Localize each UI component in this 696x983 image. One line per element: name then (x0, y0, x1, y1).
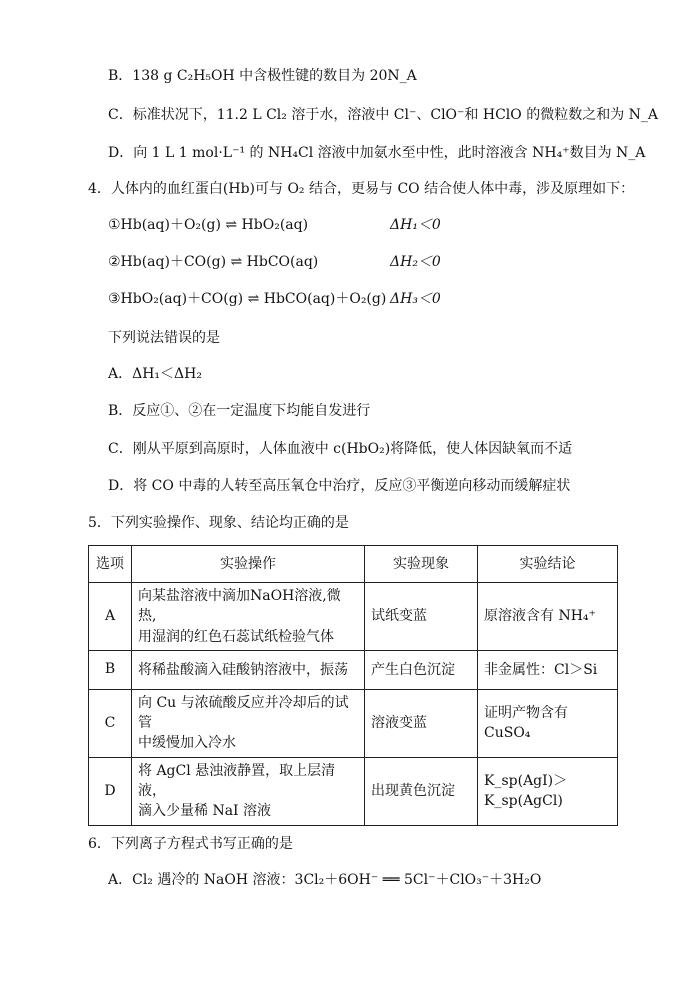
header-option: 选项 (89, 546, 132, 583)
row-operation (132, 689, 365, 757)
operation-line: 将稀盐酸滴入硅酸钠溶液中，振荡 (138, 661, 348, 678)
header-phenomenon: 实验现象 (365, 546, 478, 583)
q4-enthalpy-3: ΔH₃＜0 (390, 291, 441, 307)
header-conclusion: 实验结论 (478, 546, 618, 583)
q4-option-c: C．刚从平原到高原时，人体血液中 c(HbO₂)将降低，使人体因缺氧而不适 (108, 441, 573, 457)
row-option: D (89, 757, 132, 825)
row-operation (132, 757, 365, 825)
table-row (89, 689, 618, 757)
row-option: A (89, 583, 132, 651)
row-conclusion: 非金属性：Cl＞Si (478, 650, 618, 689)
q6-option-a: A．Cl₂ 遇冷的 NaOH 溶液：3Cl₂＋6OH⁻ ══ 5Cl⁻＋ClO₃⁻＋3H₂O (108, 872, 542, 888)
row-phenomenon: 出现黄色沉淀 (365, 757, 478, 825)
operation-line: 将 AgCl 悬浊液静置，取上层清液， (138, 762, 336, 800)
q4-equation-3: ③HbO₂(aq)＋CO(g) ⇌ HbCO(aq)＋O₂(g) (108, 291, 387, 307)
q4-equation-2: ②Hb(aq)＋CO(g) ⇌ HbCO(aq) (108, 254, 319, 270)
row-phenomenon: 产生白色沉淀 (365, 650, 478, 689)
q4-option-b: B．反应①、②在一定温度下均能自发进行 (108, 403, 371, 419)
q4-option-a: A．ΔH₁＜ΔH₂ (108, 366, 202, 382)
row-conclusion: K_sp(AgI)＞K_sp(AgCl) (478, 757, 618, 825)
row-operation (132, 650, 365, 689)
header-operation: 实验操作 (132, 546, 365, 583)
q4-equation-1: ①Hb(aq)＋O₂(g) ⇌ HbO₂(aq) (108, 217, 309, 233)
q3-option-c: C．标准状况下，11.2 L Cl₂ 溶于水，溶液中 Cl⁻、ClO⁻和 HClO 的微粒数之和为 N_A (108, 107, 659, 123)
q5-stem: 5．下列实验操作、现象、结论均正确的是 (88, 515, 349, 531)
q4-enthalpy-2: ΔH₂＜0 (390, 254, 441, 270)
q4-stem: 4．人体内的血红蛋白(Hb)可与 O₂ 结合，更易与 CO 结合使人体中毒，涉及原理如下： (88, 181, 635, 197)
q6-stem: 6．下列离子方程式书写正确的是 (88, 836, 293, 852)
row-conclusion: 原溶液含有 NH₄⁺ (478, 583, 618, 651)
table-row (89, 757, 618, 825)
operation-line: 用湿润的红色石蕊试纸检验气体 (138, 628, 334, 645)
table-header-row (89, 546, 618, 583)
operation-line: 向 Cu 与浓硫酸反应并冷却后的试管 (138, 694, 349, 732)
operation-line: 向某盐溶液中滴加NaOH溶液,微热, (138, 588, 341, 625)
experiment-table (88, 545, 618, 826)
row-option: C (89, 689, 132, 757)
q4-prompt: 下列说法错误的是 (108, 330, 220, 346)
row-phenomenon: 溶液变蓝 (365, 689, 478, 757)
row-phenomenon: 试纸变蓝 (365, 583, 478, 651)
table-row (89, 583, 618, 651)
operation-line: 中缓慢加入冷水 (138, 735, 236, 752)
q4-enthalpy-1: ΔH₁＜0 (390, 217, 441, 233)
q4-option-d: D．将 CO 中毒的人转至高压氧仓中治疗，反应③平衡逆向移动而缓解症状 (108, 478, 571, 494)
row-operation (132, 583, 365, 651)
operation-line: 滴入少量稀 NaI 溶液 (138, 803, 272, 820)
row-option: B (89, 650, 132, 689)
q3-option-d: D．向 1 L 1 mol·L⁻¹ 的 NH₄Cl 溶液中加氨水至中性，此时溶液含 NH₄⁺数目为 N_A (108, 145, 646, 161)
q3-option-b: B．138 g C₂H₅OH 中含极性键的数目为 20N_A (108, 68, 417, 84)
row-conclusion: 证明产物含有 CuSO₄ (478, 689, 618, 757)
table-row (89, 650, 618, 689)
